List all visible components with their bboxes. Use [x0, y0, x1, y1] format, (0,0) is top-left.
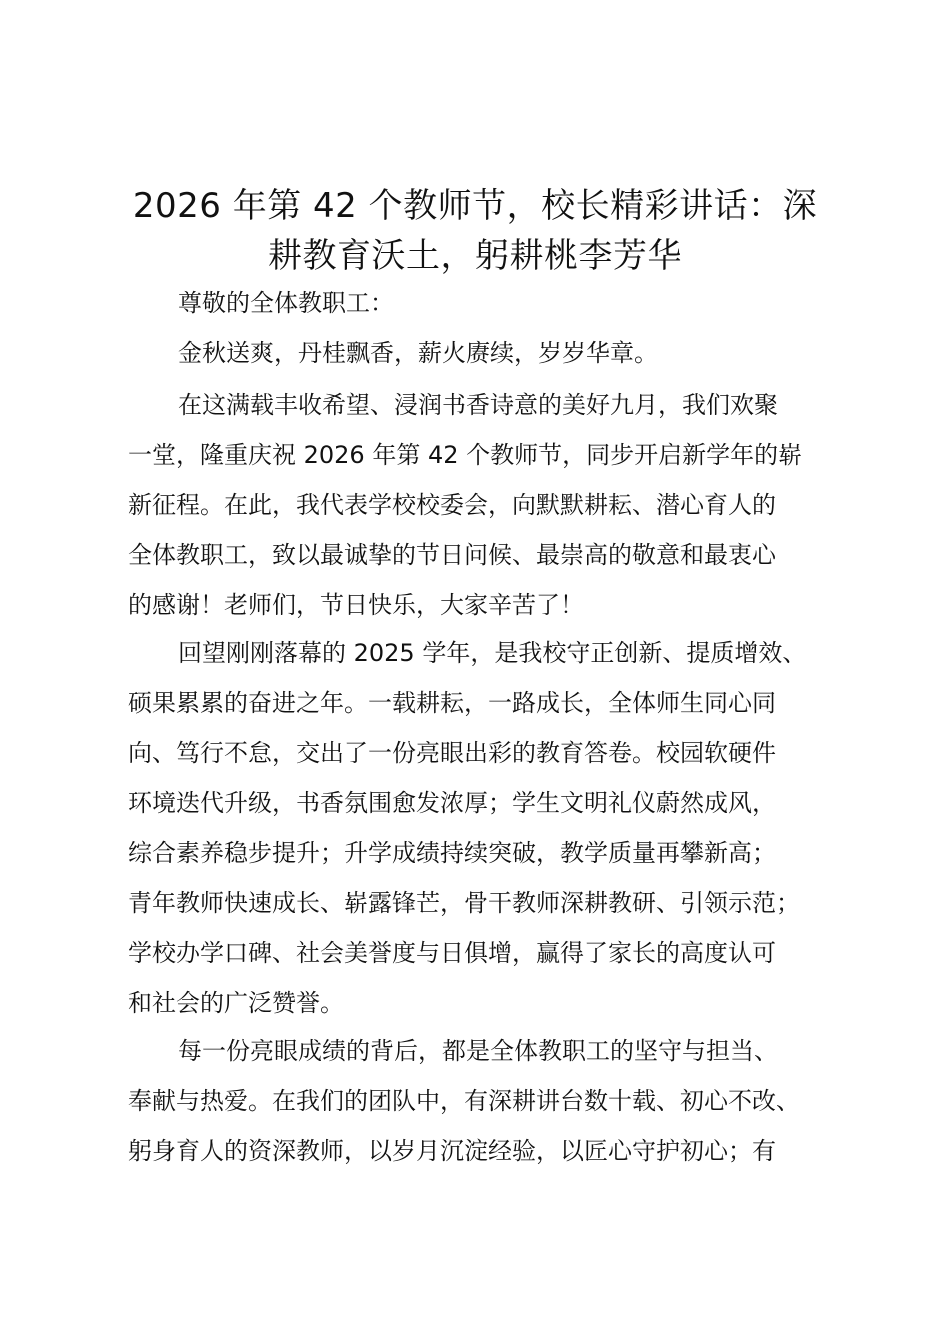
salutation-block [128, 278, 848, 328]
paragraph-line: 全体教职工，致以最诚挚的节日问候、最崇高的敬意和最衷心 [128, 541, 776, 569]
paragraph-line: 金秋送爽，丹桂飘香，薪火赓续，岁岁华章。 [178, 339, 658, 367]
paragraph-line: 一堂，隆重庆祝 2026 年第 42 个教师节，同步开启新学年的崭 [128, 441, 803, 469]
title-line-1: 2026 年第 42 个教师节，校长精彩讲话：深 [132, 186, 818, 226]
paragraph-line: 向、笃行不怠，交出了一份亮眼出彩的教育答卷。校园软硬件 [128, 739, 776, 767]
paragraph-line: 躬身育人的资深教师，以岁月沉淀经验，以匠心守护初心；有 [128, 1137, 776, 1165]
paragraph-line: 新征程。在此，我代表学校校委会，向默默耕耘、潜心育人的 [128, 491, 776, 519]
salutation: 尊敬的全体教职工： [178, 289, 394, 317]
paragraph-line: 每一份亮眼成绩的背后，都是全体教职工的坚守与担当、 [178, 1037, 778, 1065]
paragraph-line: 硕果累累的奋进之年。一载耕耘，一路成长，全体师生同心同 [128, 689, 776, 717]
paragraph-1 [128, 328, 848, 378]
paragraph-line: 综合素养稳步提升；升学成绩持续突破，教学质量再攀新高； [128, 839, 776, 867]
paragraph-line: 和社会的广泛赞誉。 [128, 989, 344, 1017]
paragraph-2 [128, 380, 848, 630]
paragraph-line: 环境迭代升级，书香氛围愈发浓厚；学生文明礼仪蔚然成风， [128, 789, 776, 817]
paragraph-line: 青年教师快速成长、崭露锋芒，骨干教师深耕教研、引领示范； [128, 889, 800, 917]
paragraph-4 [128, 1026, 848, 1176]
paragraph-line: 在这满载丰收希望、浸润书香诗意的美好九月，我们欢聚 [178, 391, 778, 419]
paragraph-3 [128, 628, 848, 1028]
document-title [110, 181, 840, 281]
paragraph-line: 回望刚刚落幕的 2025 学年，是我校守正创新、提质增效、 [178, 639, 807, 667]
paragraph-line: 奉献与热爱。在我们的团队中，有深耕讲台数十载、初心不改、 [128, 1087, 800, 1115]
title-line-2: 耕教育沃土，躬耕桃李芳华 [268, 236, 682, 276]
paragraph-line: 的感谢！老师们，节日快乐，大家辛苦了！ [128, 591, 584, 619]
paragraph-line: 学校办学口碑、社会美誉度与日俱增，赢得了家长的高度认可 [128, 939, 776, 967]
